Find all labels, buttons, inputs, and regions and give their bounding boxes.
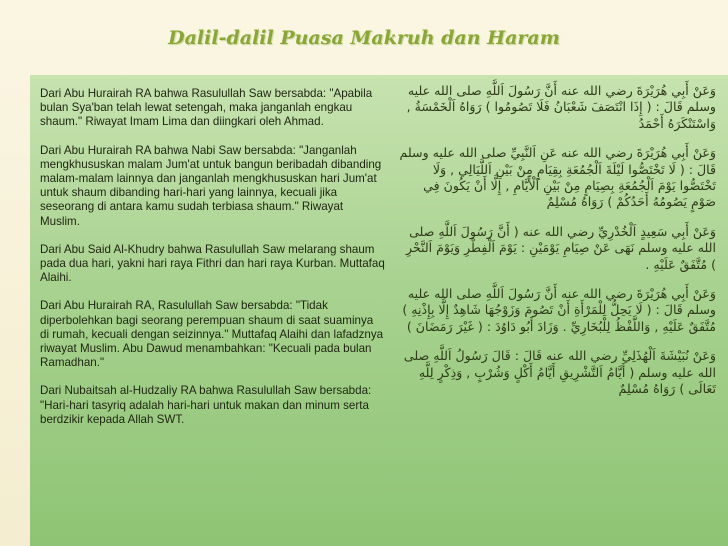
- slide-title: Dalil-dalil Puasa Makruh dan Haram: [168, 27, 560, 49]
- hadith-latin-5: Dari Nubaitsah al-Hudzaliy RA bahwa Rasulullah Saw bersabda: "Hari-hari tasyriq adalah hari-hari untuk makan dan minum serta berdzikir kepada Allah SWT.: [40, 384, 372, 426]
- arabic-column: [398, 83, 716, 398]
- hadith-arabic-3: وَعَنْ أَبِي سَعِيدٍ اَلْخُدْرِيِّ رضي الله عنه ( أَنَّ رَسُولَ اَللَّهِ صلى الله عليه وسلم نَهَى عَنْ صِيَامِ يَوْمَيْنِ : يَوْمَ اَلْفِطْرِ وَيَوْمَ اَلنَّحْرِ ) مُتَّفَقٌ عَلَيْهِ .: [405, 223, 716, 272]
- latin-column: [40, 87, 385, 427]
- hadith-arabic-1: وَعَنْ أَبِي هُرَيْرَةَ رضي الله عنه أَنَّ رَسُولَ اَللَّهِ صلى الله عليه وسلم قَالَ : ( إِذَا انْتَصَفَ شَعْبَانُ فَلَا تَصُومُوا ) رَوَاهُ اَلْخَمْسَةُ , وَاسْتَنْكَرَهُ أَحْمَدُ: [406, 83, 716, 131]
- hadith-arabic-5: وَعَنْ نُبَيْشَةَ اَلْهُذَلِيِّ رضي الله عنه قَالَ : قَالَ رَسُولُ اَللَّهِ صلى الله عليه وسلم ( أَيَّامُ اَلتَّشْرِيقِ أَيَّامُ أَكْلٍ وَشُرْبٍ , وَذِكْرٍ لِلَّهِ تَعَالَى ) رَوَاهُ مُسْلِمٌ: [403, 348, 716, 397]
- hadith-arabic-4: وَعَنْ أَبِي هُرَيْرَةَ رضي الله عنه أَنَّ رَسُولَ اَللَّهِ صلى الله عليه وسلم قَالَ : ( لَا يَحِلُّ لِلْمَرْأَةِ أَنْ تَصُومَ وَزَوْجُهَا شَاهِدٌ إِلَّا بِإِذْنِهِ ) مُتَّفَقٌ عَلَيْهِ , وَاللَّفْظُ لِلْبُخَارِيِّ . وَزَادَ أَبُو دَاوُدَ : ( غَيْرَ رَمَضَانَ ): [402, 286, 716, 334]
- hadith-latin-4: Dari Abu Hurairah RA, Rasulullah Saw bersabda: "Tidak diperbolehkan bagi seorang perempuan shaum di saat suaminya di rumah, kecuali dengan seizinnya." Muttafaq Alaihi dan lafadznya riwayat Muslim. Abu Dawud menambahkan: "Kecuali pada bulan Ramadhan.": [40, 299, 384, 370]
- hadith-latin-1: Dari Abu Hurairah RA bahwa Rasulullah Saw bersabda: "Apabila bulan Sya'ban telah lewat setengah, maka janganlah engkau shaum." Riwayat Imam Lima dan diingkari oleh Ahmad.: [40, 87, 373, 129]
- hadith-latin-2: Dari Abu Hurairah RA bahwa Nabi Saw bersabda: "Janganlah mengkhususkan malam Jum'at untuk bangun beribadah dibanding malam-malam lainnya dan janganlah mengkhususkan hari Jum'at untuk shaum dibanding hari-hari yang lainnya, kecuali jika seseorang di antara kamu sudah terbiasa shaum." Riwayat Muslim.: [40, 143, 382, 228]
- hadith-arabic-2: وَعَنْ أَبِي هُرَيْرَةَ رضي الله عنه عَنِ اَلنَّبِيِّ صلى الله عليه وسلم قَالَ : ( لَا تَخْتَصُّوا لَيْلَةَ اَلْجُمُعَةِ بِقِيَامٍ مِنْ بَيْنِ اَللَّيَالِي , وَلَا تَخْتَصُّوا يَوْمَ اَلْجُمُعَةِ بِصِيَامٍ مِنْ بَيْنِ اَلْأَيَّامِ , إِلَّا أَنْ يَكُونَ فِي صَوْمٍ يَصُومُهُ أَحَدُكُمْ ) رَوَاهُ مُسْلِمٌ: [399, 145, 716, 210]
- hadith-latin-3: Dari Abu Said Al-Khudry bahwa Rasulullah Saw melarang shaum pada dua hari, yakni hari raya Fithri dan hari raya Kurban. Muttafaq Alaihi.: [40, 242, 385, 285]
